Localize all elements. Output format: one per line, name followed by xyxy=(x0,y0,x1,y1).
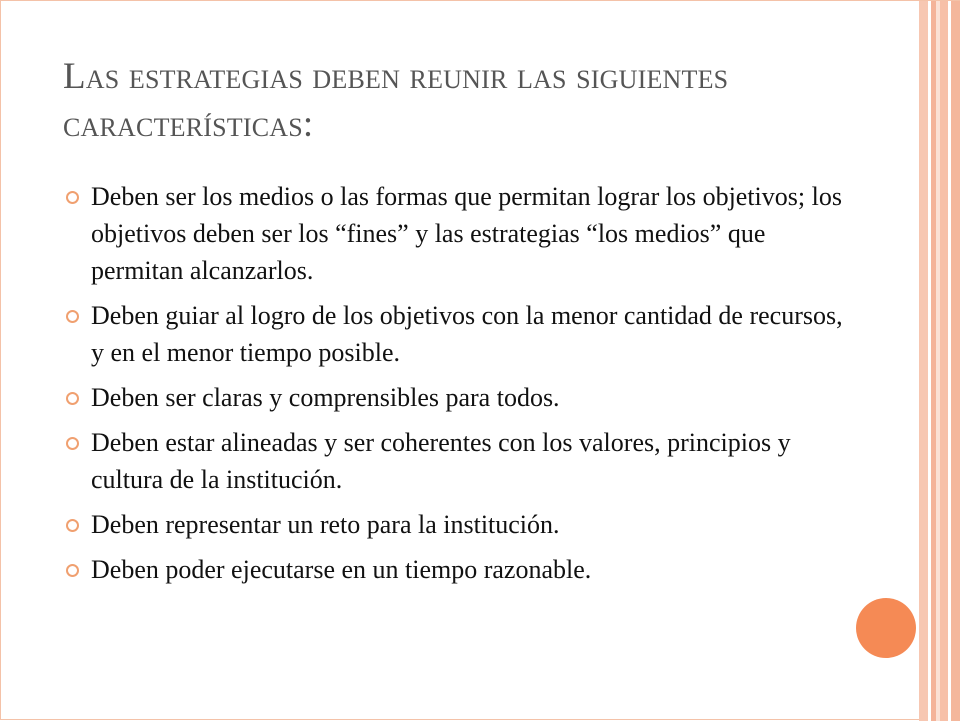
bullet-item xyxy=(63,379,853,416)
bullet-list xyxy=(63,178,853,596)
bullet-circle-icon xyxy=(66,392,79,405)
bullet-text: Deben ser los medios o las formas que permitan lograr los objetivos; los objetivos deben ser los “fines” y las estrategias “los medios” que permitan alcanzarlos. xyxy=(91,182,842,285)
bullet-circle-icon xyxy=(66,564,79,577)
slide-title: Las estrategias deben reunir las siguientes características: xyxy=(63,56,729,145)
stripe xyxy=(951,1,960,721)
bullet-item xyxy=(63,551,853,588)
bullet-text: Deben estar alineadas y ser coherentes con los valores, principios y cultura de la institución. xyxy=(91,428,791,494)
bullet-item xyxy=(63,506,853,543)
bullet-item xyxy=(63,424,853,498)
bullet-circle-icon xyxy=(66,437,79,450)
decorative-stripes xyxy=(919,1,960,721)
bullet-item xyxy=(63,297,853,371)
bullet-text: Deben ser claras y comprensibles para todos. xyxy=(91,383,560,412)
stripe xyxy=(919,1,928,721)
bullet-text: Deben representar un reto para la institución. xyxy=(91,510,560,539)
bullet-text: Deben poder ejecutarse en un tiempo razonable. xyxy=(91,555,592,584)
accent-circle xyxy=(856,598,916,658)
bullet-circle-icon xyxy=(66,519,79,532)
bullet-circle-icon xyxy=(66,310,79,323)
stripe xyxy=(940,1,948,721)
bullet-circle-icon xyxy=(66,191,79,204)
bullet-text: Deben guiar al logro de los objetivos con la menor cantidad de recursos, y en el menor tiempo posible. xyxy=(91,301,843,367)
bullet-item xyxy=(63,178,853,289)
